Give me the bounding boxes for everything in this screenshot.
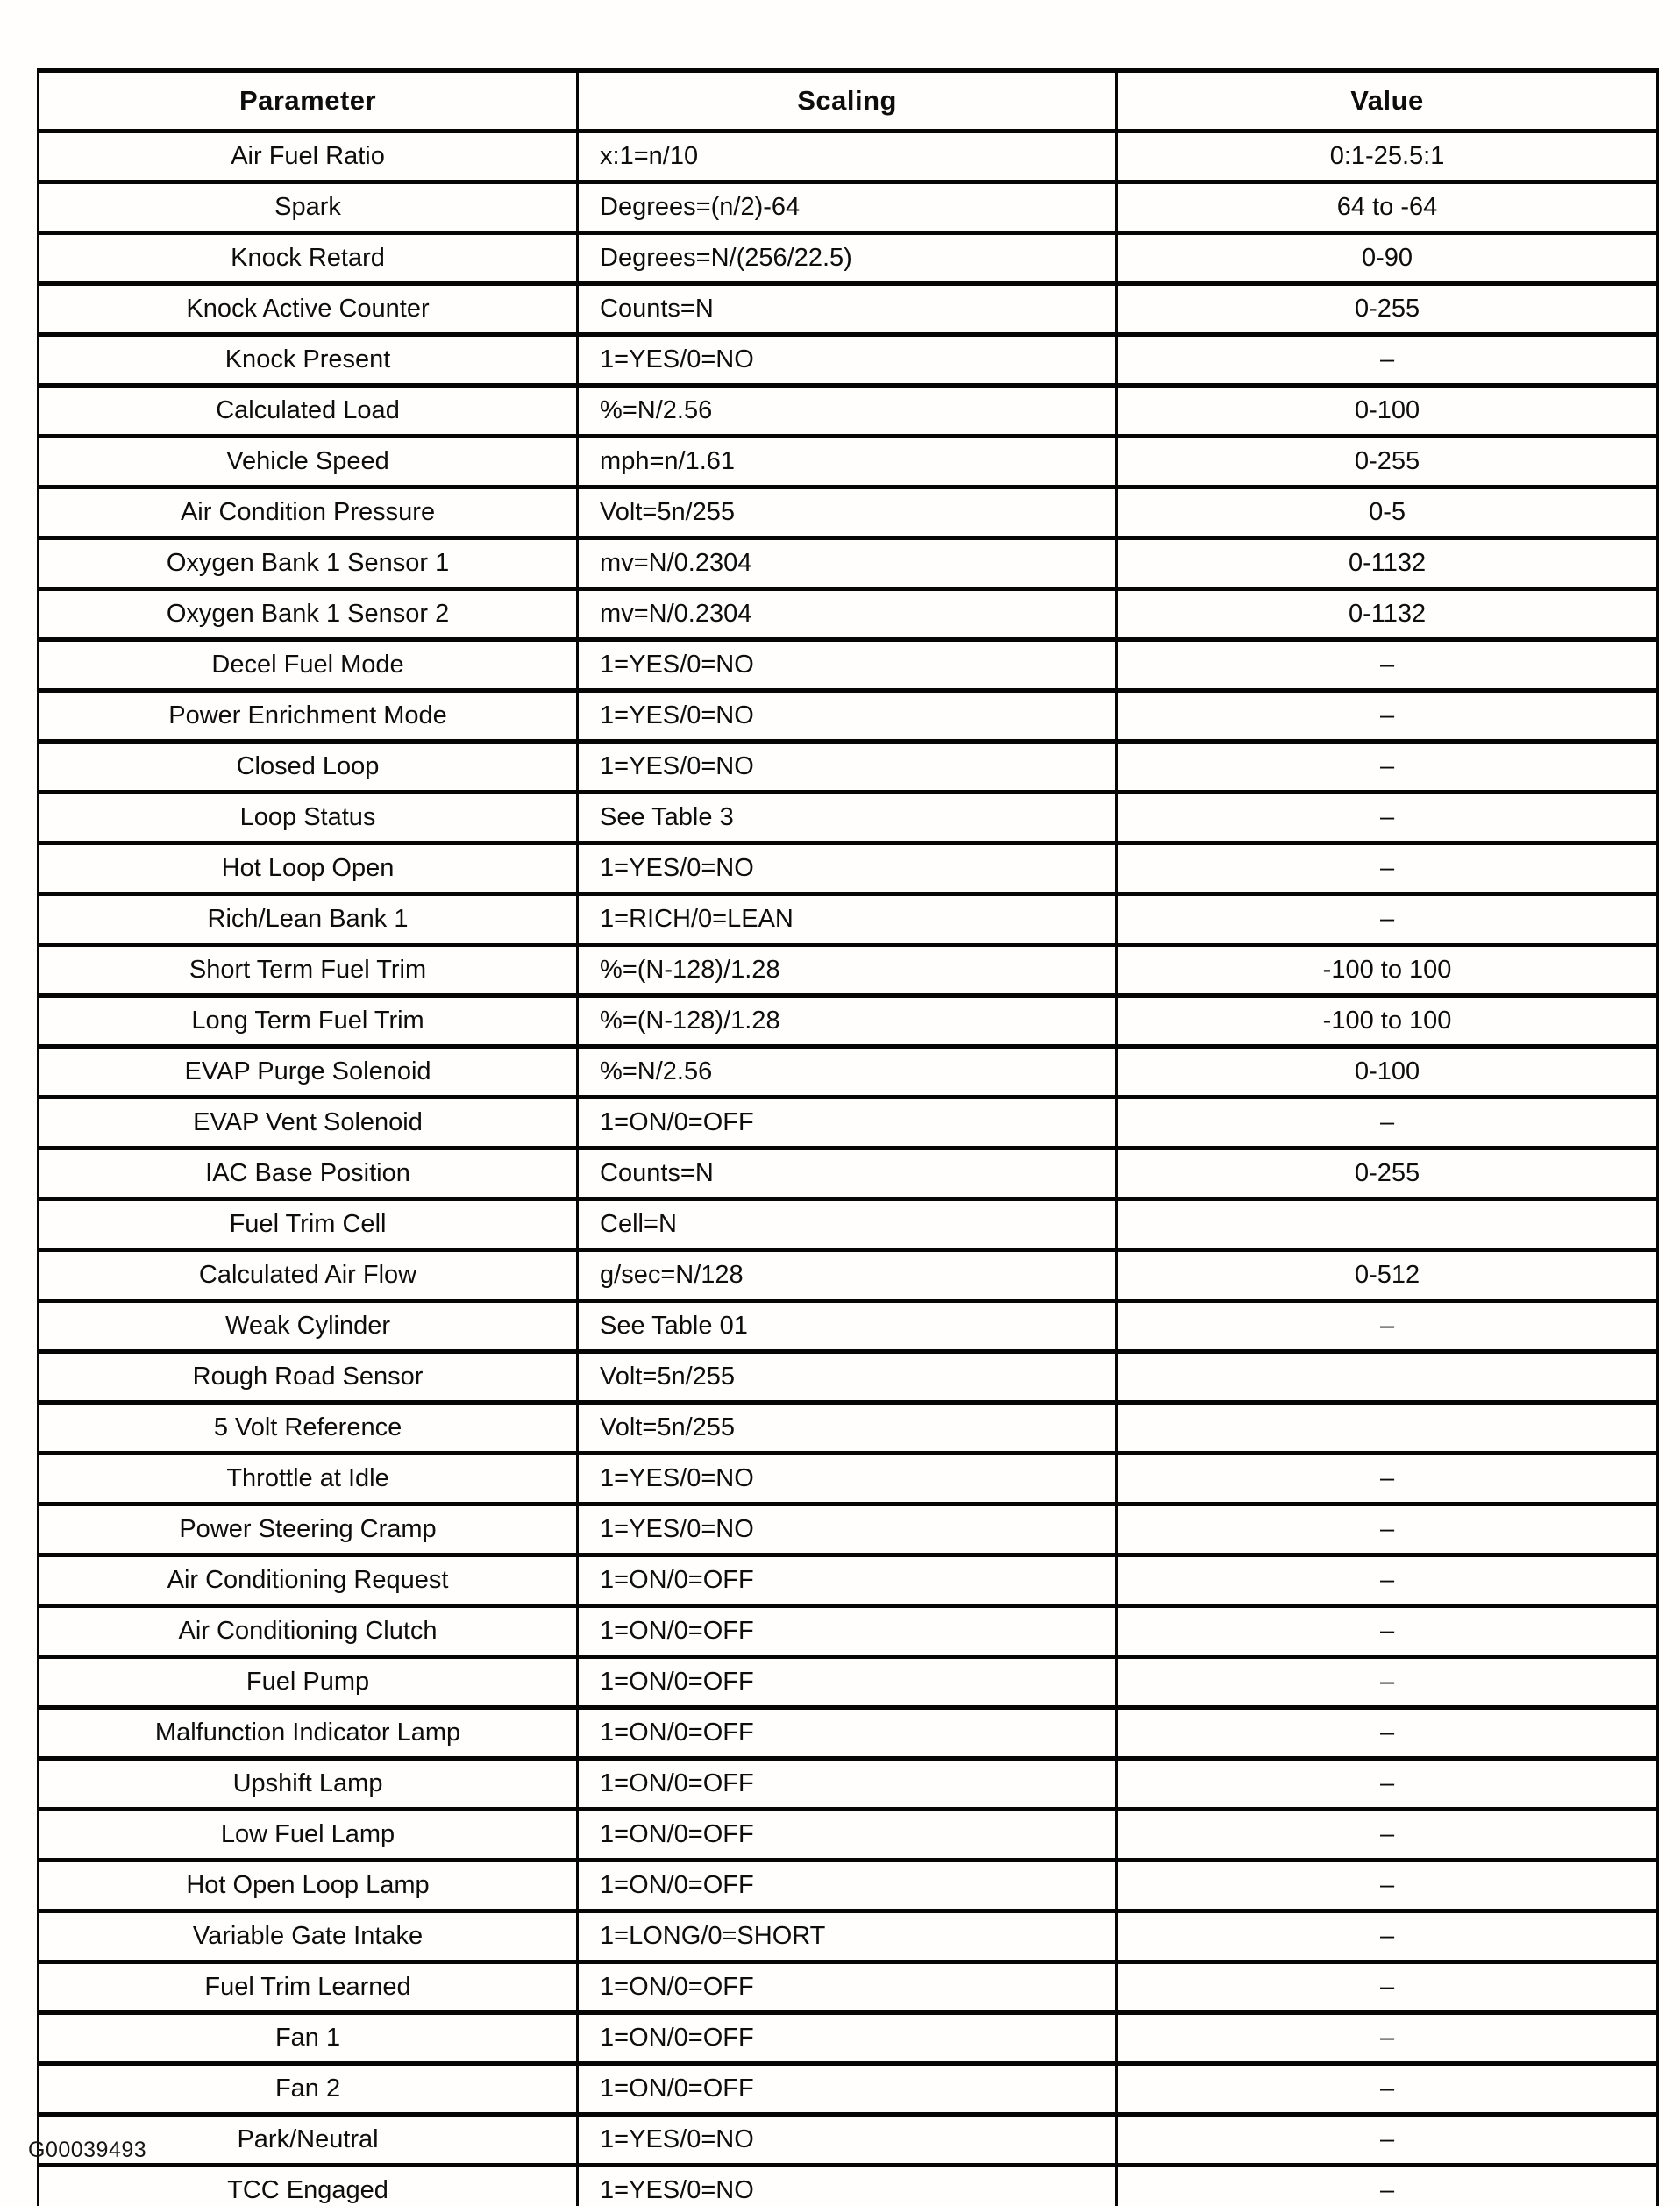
- value-cell: -100 to 100: [1117, 945, 1658, 996]
- parameter-cell: Low Fuel Lamp: [39, 1810, 578, 1861]
- scaling-cell: %=N/2.56: [578, 1047, 1117, 1098]
- scaling-cell: x:1=n/10: [578, 132, 1117, 182]
- parameter-cell: Weak Cylinder: [39, 1301, 578, 1352]
- parameter-cell: Knock Present: [39, 335, 578, 386]
- value-cell: 0-255: [1117, 437, 1658, 487]
- parameter-cell: Hot Loop Open: [39, 843, 578, 894]
- value-cell: –: [1117, 2166, 1658, 2206]
- table-row: [39, 1301, 1658, 1352]
- table-row: [39, 2064, 1658, 2115]
- parameter-cell: Knock Retard: [39, 233, 578, 284]
- parameter-cell: Short Term Fuel Trim: [39, 945, 578, 996]
- scaling-cell: 1=YES/0=NO: [578, 843, 1117, 894]
- value-cell: –: [1117, 640, 1658, 691]
- table-row: [39, 182, 1658, 233]
- parameter-cell: Throttle at Idle: [39, 1454, 578, 1505]
- value-cell: –: [1117, 843, 1658, 894]
- scaling-cell: 1=YES/0=NO: [578, 742, 1117, 793]
- parameter-cell: Calculated Load: [39, 386, 578, 437]
- scaling-cell: Counts=N: [578, 1149, 1117, 1199]
- parameter-cell: Hot Open Loop Lamp: [39, 1861, 578, 1911]
- table-row: [39, 2166, 1658, 2206]
- scaling-cell: 1=YES/0=NO: [578, 640, 1117, 691]
- parameter-cell: Malfunction Indicator Lamp: [39, 1708, 578, 1759]
- parameter-cell: Rich/Lean Bank 1: [39, 894, 578, 945]
- parameter-cell: Air Conditioning Clutch: [39, 1606, 578, 1657]
- table-row: [39, 386, 1658, 437]
- table-row: [39, 1606, 1658, 1657]
- parameter-cell: Fan 2: [39, 2064, 578, 2115]
- parameter-cell: Power Steering Cramp: [39, 1505, 578, 1555]
- table-row: [39, 437, 1658, 487]
- value-cell: –: [1117, 1861, 1658, 1911]
- scaling-cell: See Table 3: [578, 793, 1117, 843]
- table-row: [39, 1352, 1658, 1403]
- parameter-cell: Long Term Fuel Trim: [39, 996, 578, 1047]
- table-row: [39, 996, 1658, 1047]
- scaling-cell: 1=YES/0=NO: [578, 1454, 1117, 1505]
- value-cell: –: [1117, 1454, 1658, 1505]
- parameter-cell: Decel Fuel Mode: [39, 640, 578, 691]
- parameter-cell: EVAP Purge Solenoid: [39, 1047, 578, 1098]
- scaling-cell: 1=YES/0=NO: [578, 2115, 1117, 2166]
- scaling-cell: %=(N-128)/1.28: [578, 945, 1117, 996]
- value-cell: 0-512: [1117, 1250, 1658, 1301]
- value-cell: –: [1117, 1606, 1658, 1657]
- value-cell: –: [1117, 742, 1658, 793]
- value-cell: 0-1132: [1117, 589, 1658, 640]
- table-row: [39, 1911, 1658, 1962]
- table-row: [39, 945, 1658, 996]
- value-cell: [1117, 1352, 1658, 1403]
- table-row: [39, 2013, 1658, 2064]
- value-cell: 0:1-25.5:1: [1117, 132, 1658, 182]
- value-cell: –: [1117, 1098, 1658, 1149]
- table-row: [39, 640, 1658, 691]
- table-row: [39, 2115, 1658, 2166]
- value-cell: –: [1117, 2115, 1658, 2166]
- column-header-scaling: Scaling: [578, 71, 1117, 132]
- parameter-cell: Calculated Air Flow: [39, 1250, 578, 1301]
- parameter-cell: Closed Loop: [39, 742, 578, 793]
- table-row: [39, 1505, 1658, 1555]
- value-cell: [1117, 1199, 1658, 1250]
- value-cell: [1117, 1403, 1658, 1454]
- parameter-cell: Fuel Trim Cell: [39, 1199, 578, 1250]
- parameter-scaling-value-table: [37, 68, 1659, 2206]
- scaling-cell: 1=ON/0=OFF: [578, 1098, 1117, 1149]
- parameter-cell: Fan 1: [39, 2013, 578, 2064]
- parameter-cell: Vehicle Speed: [39, 437, 578, 487]
- scaling-cell: 1=YES/0=NO: [578, 2166, 1117, 2206]
- scaling-cell: Cell=N: [578, 1199, 1117, 1250]
- parameter-cell: TCC Engaged: [39, 2166, 578, 2206]
- scaling-cell: g/sec=N/128: [578, 1250, 1117, 1301]
- scaling-cell: mv=N/0.2304: [578, 589, 1117, 640]
- scaling-cell: Degrees=(n/2)-64: [578, 182, 1117, 233]
- table-row: [39, 1047, 1658, 1098]
- table-row: [39, 233, 1658, 284]
- table-row: [39, 843, 1658, 894]
- value-cell: –: [1117, 793, 1658, 843]
- value-cell: –: [1117, 1708, 1658, 1759]
- table-row: [39, 1861, 1658, 1911]
- parameter-cell: EVAP Vent Solenoid: [39, 1098, 578, 1149]
- value-cell: 0-255: [1117, 284, 1658, 335]
- parameter-cell: Fuel Pump: [39, 1657, 578, 1708]
- table-row: [39, 589, 1658, 640]
- value-cell: –: [1117, 1962, 1658, 2013]
- scaling-cell: 1=ON/0=OFF: [578, 1759, 1117, 1810]
- scaling-cell: Counts=N: [578, 284, 1117, 335]
- scaling-cell: 1=RICH/0=LEAN: [578, 894, 1117, 945]
- parameter-cell: Oxygen Bank 1 Sensor 2: [39, 589, 578, 640]
- value-cell: 0-5: [1117, 487, 1658, 538]
- value-cell: –: [1117, 1911, 1658, 1962]
- value-cell: 0-255: [1117, 1149, 1658, 1199]
- scaling-cell: %=N/2.56: [578, 386, 1117, 437]
- parameter-cell: Spark: [39, 182, 578, 233]
- parameter-cell: Oxygen Bank 1 Sensor 1: [39, 538, 578, 589]
- figure-reference-code: G00039493: [28, 2138, 147, 2162]
- value-cell: –: [1117, 1810, 1658, 1861]
- scaling-cell: 1=ON/0=OFF: [578, 1657, 1117, 1708]
- table-header-row: [39, 71, 1658, 132]
- value-cell: –: [1117, 1505, 1658, 1555]
- scaling-cell: 1=YES/0=NO: [578, 691, 1117, 742]
- table-row: [39, 1657, 1658, 1708]
- scaling-cell: 1=ON/0=OFF: [578, 1861, 1117, 1911]
- table-row: [39, 742, 1658, 793]
- value-cell: 0-100: [1117, 386, 1658, 437]
- scaling-cell: Degrees=N/(256/22.5): [578, 233, 1117, 284]
- table-row: [39, 1759, 1658, 1810]
- scaling-cell: 1=ON/0=OFF: [578, 1606, 1117, 1657]
- scaling-cell: 1=ON/0=OFF: [578, 2064, 1117, 2115]
- table-row: [39, 538, 1658, 589]
- parameter-cell: Park/Neutral: [39, 2115, 578, 2166]
- parameter-cell: Variable Gate Intake: [39, 1911, 578, 1962]
- scaling-cell: See Table 01: [578, 1301, 1117, 1352]
- parameter-cell: Air Conditioning Request: [39, 1555, 578, 1606]
- table-row: [39, 132, 1658, 182]
- scaling-cell: Volt=5n/255: [578, 1352, 1117, 1403]
- table-row: [39, 1149, 1658, 1199]
- table-row: [39, 1199, 1658, 1250]
- value-cell: –: [1117, 335, 1658, 386]
- parameter-cell: Air Condition Pressure: [39, 487, 578, 538]
- table-row: [39, 335, 1658, 386]
- parameter-cell: Fuel Trim Learned: [39, 1962, 578, 2013]
- scaling-cell: 1=ON/0=OFF: [578, 1708, 1117, 1759]
- scaling-cell: 1=LONG/0=SHORT: [578, 1911, 1117, 1962]
- column-header-value: Value: [1117, 71, 1658, 132]
- scaling-cell: 1=ON/0=OFF: [578, 2013, 1117, 2064]
- table-row: [39, 793, 1658, 843]
- table-row: [39, 1454, 1658, 1505]
- value-cell: –: [1117, 1301, 1658, 1352]
- value-cell: –: [1117, 894, 1658, 945]
- table-row: [39, 1250, 1658, 1301]
- value-cell: –: [1117, 2064, 1658, 2115]
- parameter-cell: Power Enrichment Mode: [39, 691, 578, 742]
- value-cell: 0-100: [1117, 1047, 1658, 1098]
- table-row: [39, 1555, 1658, 1606]
- table-row: [39, 1098, 1658, 1149]
- scaling-cell: Volt=5n/255: [578, 487, 1117, 538]
- table-row: [39, 1810, 1658, 1861]
- parameter-cell: 5 Volt Reference: [39, 1403, 578, 1454]
- value-cell: –: [1117, 1657, 1658, 1708]
- value-cell: 0-90: [1117, 233, 1658, 284]
- parameter-cell: Loop Status: [39, 793, 578, 843]
- scaling-cell: 1=ON/0=OFF: [578, 1555, 1117, 1606]
- table-row: [39, 1403, 1658, 1454]
- parameter-cell: Rough Road Sensor: [39, 1352, 578, 1403]
- value-cell: -100 to 100: [1117, 996, 1658, 1047]
- parameter-cell: Upshift Lamp: [39, 1759, 578, 1810]
- table-row: [39, 284, 1658, 335]
- scaling-cell: mv=N/0.2304: [578, 538, 1117, 589]
- value-cell: –: [1117, 1555, 1658, 1606]
- scaling-cell: mph=n/1.61: [578, 437, 1117, 487]
- value-cell: –: [1117, 1759, 1658, 1810]
- value-cell: –: [1117, 691, 1658, 742]
- parameter-cell: IAC Base Position: [39, 1149, 578, 1199]
- scaling-cell: 1=YES/0=NO: [578, 1505, 1117, 1555]
- value-cell: 64 to -64: [1117, 182, 1658, 233]
- column-header-parameter: Parameter: [39, 71, 578, 132]
- scaling-cell: 1=ON/0=OFF: [578, 1810, 1117, 1861]
- parameter-cell: Air Fuel Ratio: [39, 132, 578, 182]
- table-row: [39, 894, 1658, 945]
- table-row: [39, 1962, 1658, 2013]
- value-cell: 0-1132: [1117, 538, 1658, 589]
- table-row: [39, 487, 1658, 538]
- scaling-cell: 1=ON/0=OFF: [578, 1962, 1117, 2013]
- scaling-cell: 1=YES/0=NO: [578, 335, 1117, 386]
- table-row: [39, 691, 1658, 742]
- value-cell: –: [1117, 2013, 1658, 2064]
- scaling-cell: Volt=5n/255: [578, 1403, 1117, 1454]
- table-row: [39, 1708, 1658, 1759]
- parameter-cell: Knock Active Counter: [39, 284, 578, 335]
- scaling-cell: %=(N-128)/1.28: [578, 996, 1117, 1047]
